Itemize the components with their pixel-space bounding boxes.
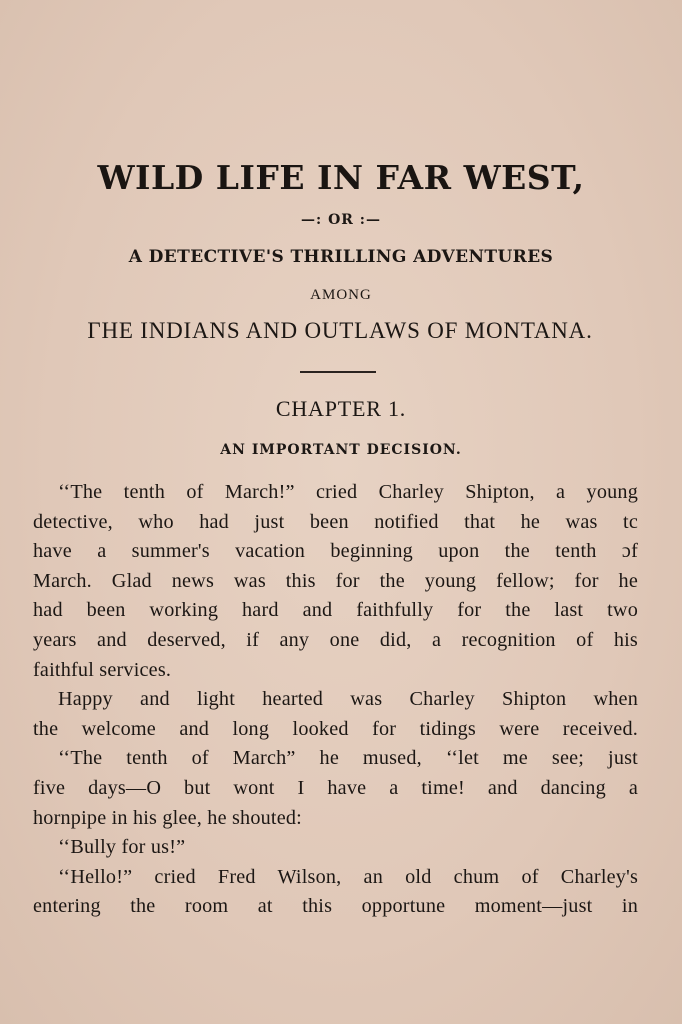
among-text: AMONG: [310, 287, 372, 303]
body-line: the welcome and long looked for tidings were received.: [33, 717, 638, 740]
body-line: faithful services.: [33, 658, 172, 681]
body-text: [33, 478, 638, 922]
body-line: hornpipe in his glee, he shouted:: [33, 806, 302, 829]
body-line: entering the room at this opportune moment—just in: [33, 895, 638, 918]
body-line: ‘‘The tenth of March!” cried Charley Shipton, a young: [58, 481, 638, 503]
or-separator: —: OR :—: [301, 212, 381, 228]
body-line: ‘‘Bully for us!”: [58, 836, 186, 859]
body-line: had been working hard and faithfully for the last two: [33, 599, 638, 622]
divider-rule: [300, 371, 376, 373]
body-line: have a summer's vacation beginning upon the tenth ɔf: [33, 540, 638, 563]
body-line: years and deserved, if any one did, a recognition of his: [33, 628, 638, 651]
body-line: March. Glad news was this for the young fellow; for he: [33, 569, 638, 592]
book-subtitle: A DETECTIVE'S THRILLING ADVENTURES: [128, 247, 554, 267]
chapter-number: CHAPTER 1.: [275, 396, 407, 421]
body-line: ‘‘Hello!” cried Fred Wilson, an old chum of Charley's: [58, 865, 638, 888]
book-title: WILD LIFE IN FAR WEST,: [97, 158, 585, 197]
body-line: Happy and light hearted was Charley Shipton when: [58, 688, 638, 711]
body-line: ‘‘The tenth of March” he mused, ‘‘let me see; just: [58, 747, 638, 770]
body-line: five days—O but wont I have a time! and dancing a: [33, 776, 638, 799]
book-subtitle-2: ГHE INDIANS AND OUTLAWS OF MONTANA.: [87, 318, 593, 343]
body-line: detective, who had just been notified that he was tc: [33, 510, 638, 533]
chapter-title: AN IMPORTANT DECISION.: [220, 442, 462, 458]
